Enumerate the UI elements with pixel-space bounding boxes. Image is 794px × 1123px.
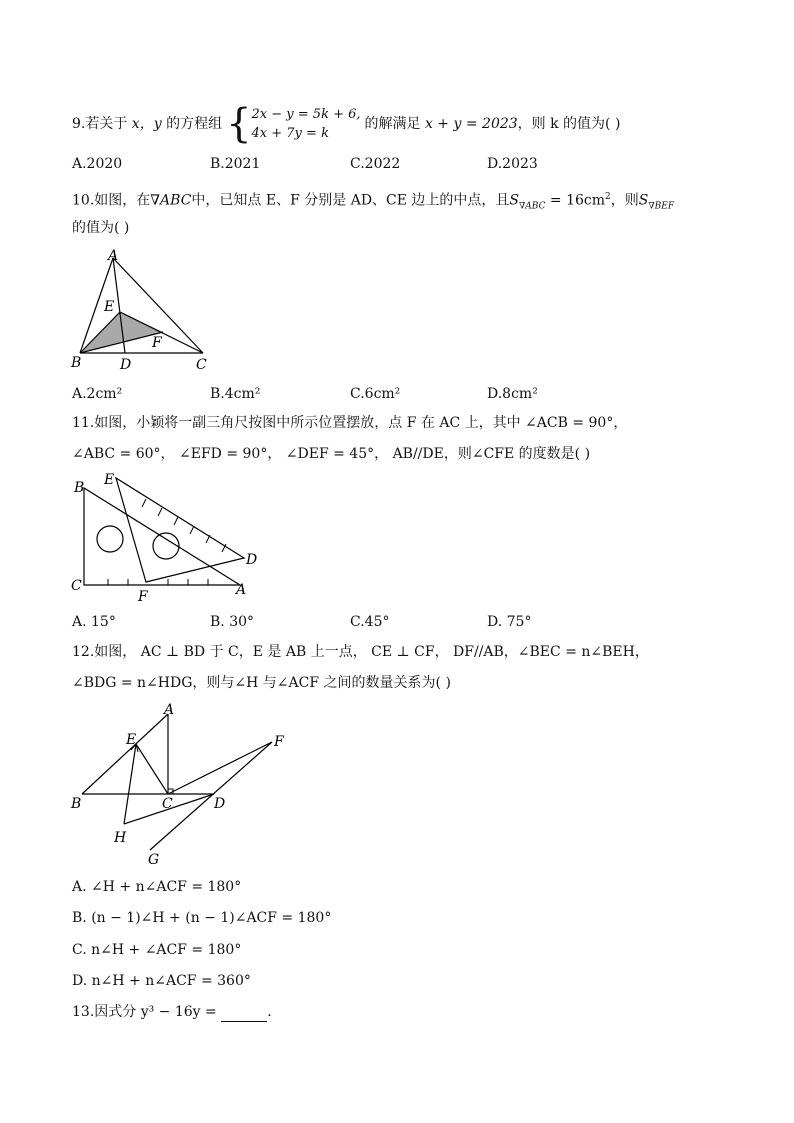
label-e: E bbox=[104, 299, 115, 315]
label-d: D bbox=[246, 552, 258, 568]
parallel-lines-diagram bbox=[68, 698, 298, 870]
q13-text: 13.因式分 y³ − 16y = bbox=[72, 1004, 222, 1020]
q9-tail: ，则 k 的值为( ) bbox=[517, 116, 621, 132]
q12-figure bbox=[68, 698, 298, 874]
q9-mid: 的方程组 bbox=[166, 116, 223, 132]
q12-option-a: A. ∠H + n∠ACF = 180° bbox=[72, 879, 242, 895]
q11-option-a: A. 15° bbox=[72, 614, 116, 630]
tick-mark bbox=[142, 499, 146, 507]
label-a: A bbox=[164, 702, 175, 718]
segment-cf bbox=[168, 742, 272, 794]
question-10-line-1 bbox=[72, 187, 674, 216]
q10-area-sub: ∇ABC bbox=[519, 201, 546, 212]
equation-system bbox=[226, 101, 361, 147]
q10-bef-symbol: S bbox=[638, 192, 649, 209]
q10-area-eq: = 16cm bbox=[545, 192, 606, 209]
label-a: A bbox=[108, 248, 119, 264]
ruler-hole-2 bbox=[153, 533, 179, 559]
label-f: F bbox=[138, 589, 148, 605]
tick-mark bbox=[190, 526, 194, 534]
equation-lines bbox=[252, 105, 361, 143]
label-c: C bbox=[162, 796, 173, 812]
q10-text-c: ，则 bbox=[610, 192, 639, 209]
equation-1: 2x − y = 5k + 6, bbox=[251, 107, 361, 122]
equation-2: 4x + 7y = k bbox=[251, 126, 329, 141]
question-13 bbox=[72, 1002, 272, 1022]
q11-option-c: C.45° bbox=[350, 614, 390, 630]
label-b: B bbox=[71, 355, 82, 371]
label-d: D bbox=[120, 357, 132, 373]
q10-option-c: C.6cm² bbox=[350, 386, 401, 402]
label-e: E bbox=[104, 472, 115, 488]
triangle-abc-diagram bbox=[68, 248, 218, 376]
label-g: G bbox=[148, 852, 160, 868]
q11-figure bbox=[68, 470, 268, 609]
q9-prefix: 9.若关于 bbox=[72, 116, 128, 132]
q10-option-b: B.4cm² bbox=[210, 386, 261, 402]
segment-eh bbox=[124, 744, 136, 824]
q10-triangle: ∇ABC bbox=[150, 192, 192, 209]
label-c: C bbox=[196, 357, 207, 373]
q12-option-b: B. (n − 1)∠H + (n − 1)∠ACF = 180° bbox=[72, 910, 332, 926]
question-10-line-2: 的值为( ) bbox=[72, 220, 130, 236]
brace-symbol: { bbox=[226, 101, 252, 147]
q9-option-c: C.2022 bbox=[350, 156, 401, 172]
q9-option-b: B.2021 bbox=[210, 156, 261, 172]
question-11-line-1: 11.如图，小颖将一副三角尺按图中所示位置摆放，点 F 在 AC 上，其中 ∠ACB = 90°， bbox=[72, 415, 628, 431]
q9-option-a: A.2020 bbox=[72, 156, 123, 172]
q10-bef-sub: ∇BEF bbox=[648, 201, 675, 212]
q10-option-d: D.8cm² bbox=[487, 386, 538, 402]
label-b: B bbox=[74, 480, 85, 496]
q11-option-b: B. 30° bbox=[210, 614, 255, 630]
q10-area-symbol: S bbox=[509, 192, 520, 209]
q9-option-d: D.2023 bbox=[487, 156, 538, 172]
q12-option-c: C. n∠H + ∠ACF = 180° bbox=[72, 942, 242, 958]
question-12-line-1: 12.如图， AC ⊥ BD 于 C，E 是 AB 上一点， CE ⊥ CF， DF//AB，∠BEC = n∠BEH， bbox=[72, 644, 649, 660]
q13-end: . bbox=[267, 1004, 272, 1020]
q10-text-b: 中，已知点 E、F 分别是 AD、CE 边上的中点，且 bbox=[191, 192, 510, 209]
label-f: F bbox=[274, 734, 284, 750]
question-11-line-2: ∠ABC = 60°， ∠EFD = 90°， ∠DEF = 45°， AB//DE，则∠CFE 的度数是( ) bbox=[72, 446, 591, 462]
q9-suffix: 的解满足 bbox=[364, 116, 421, 132]
ruler-hole-1 bbox=[97, 526, 123, 552]
tick-mark bbox=[158, 508, 162, 516]
label-h: H bbox=[114, 830, 127, 846]
q9-vars: x，y bbox=[127, 116, 167, 132]
ruler-efd bbox=[116, 478, 244, 582]
q10-text-a: 10.如图，在 bbox=[72, 192, 151, 209]
label-c: C bbox=[71, 578, 82, 594]
segment-ba bbox=[82, 714, 168, 794]
q9-condition: x + y = 2023 bbox=[420, 116, 518, 132]
ruler-abc bbox=[84, 488, 240, 585]
answer-blank[interactable] bbox=[221, 1007, 267, 1022]
q11-option-d: D. 75° bbox=[487, 614, 532, 630]
q10-area-sup: 2 bbox=[605, 192, 611, 202]
label-f: F bbox=[152, 335, 162, 351]
question-9 bbox=[72, 101, 621, 147]
label-d: D bbox=[214, 796, 226, 812]
label-e: E bbox=[126, 732, 137, 748]
label-a: A bbox=[236, 582, 247, 598]
q10-figure bbox=[68, 248, 218, 380]
triangle-rulers-diagram bbox=[68, 470, 268, 605]
q12-option-d: D. n∠H + n∠ACF = 360° bbox=[72, 973, 251, 989]
segment-ec bbox=[136, 744, 168, 794]
label-b: B bbox=[71, 796, 82, 812]
q10-option-a: A.2cm² bbox=[72, 386, 123, 402]
question-12-line-2: ∠BDG = n∠HDG，则与∠H 与∠ACF 之间的数量关系为( ) bbox=[72, 675, 451, 691]
tick-mark bbox=[174, 517, 178, 525]
